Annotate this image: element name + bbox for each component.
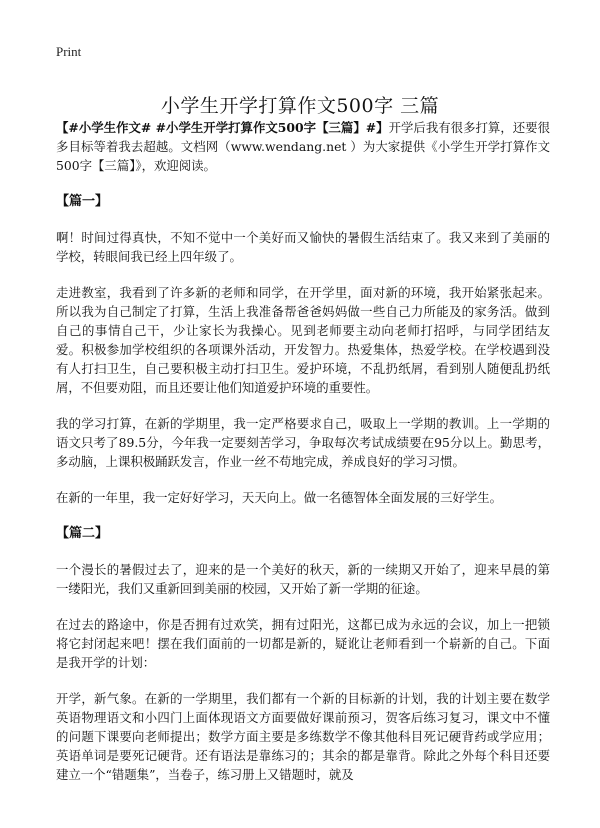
paragraph: 啊！时间过得真快，不知不觉中一个美好而又愉快的暑假生活结束了。我又来到了美丽的学校，转眼间我已经上四年级了。 bbox=[56, 230, 550, 264]
intro-paragraph bbox=[56, 118, 550, 175]
section-heading-1: 【篇一】 bbox=[56, 194, 109, 209]
paragraph: 一个漫长的暑假过去了，迎来的是一个美好的秋天，新的一续期又开始了，迎来早晨的第一缕阳光，我们又重新回到美丽的校园，又开始了新一学期的征途。 bbox=[56, 562, 550, 596]
paragraph: 在新的一年里，我一定好好学习，天天向上。做一名德智体全面发展的三好学生。 bbox=[56, 490, 503, 505]
paragraph: 开学，新气象。在新的一学期里，我们都有一个新的目标新的计划，我的计划主要在数学英语物理语文和小四门上面体现语文方面要做好课前预习，贺客后练习复习，课文中不懂的问题下课要向老师提出；数学方面主要是多练数学不像其他科目死记硬背药或学应用；英语单词是要死记硬背。还有语法是靠练习的；其余的都是靠背。除此之外每个科目还要建立一个“错题集”，当卷子，练习册上又错题时，就及 bbox=[56, 691, 550, 782]
print-link[interactable]: Print bbox=[56, 44, 82, 59]
paragraph: 我的学习打算，在新的学期里，我一定严格要求自己，吸取上一学期的教训。上一学期的语文只考了89.5分，今年我一定要刻苦学习，争取每次考试成绩要在95分以上。勤思考，多动脑，上课积极踊跃发言，作业一丝不苟地完成，养成良好的学习习惯。 bbox=[56, 416, 550, 469]
page-title: 小学生开学打算作文500字 三篇 bbox=[160, 94, 440, 117]
intro-tag: 【#小学生作文# #小学生开学打算作文500字【三篇】#】 bbox=[56, 120, 389, 135]
paragraph: 走进教室，我看到了许多新的老师和同学，在开学里，面对新的环境，我开始紧张起来。所以我为自己制定了打算，生活上我准备帮爸爸妈妈做一些自己力所能及的家务活。做到自己的事情自己干，少让家长为我操心。见到老师要主动向老师打招呼，与同学团结友爱。积极参加学校组织的各项课外活动，开发智力。热爱集体，热爱学校。在学校遇到没有人打扫卫生，自己要积极主动打扫卫生。爱护环境，不乱扔纸屑，看到别人随便乱扔纸屑，不但要劝阻，而且还要让他们知道爱护环境的重要性。 bbox=[56, 285, 550, 395]
section-heading-2: 【篇二】 bbox=[56, 526, 109, 541]
paragraph: 在过去的路途中，你是否拥有过欢笑，拥有过阳光，这都已成为永远的会议，加上一把锁将它封闭起来吧！摆在我们面前的一切都是新的，疑讹让老师看到一个崭新的自己。下面是我开学的计划： bbox=[56, 617, 550, 670]
article-body bbox=[56, 118, 550, 801]
intro-text: 开学后我有很多打算，还要很多目标等着我去超越。文档网（www.wendang.net ）为大家提供《小学生开学打算作文500字【三篇】》，欢迎阅读。 bbox=[56, 120, 550, 173]
